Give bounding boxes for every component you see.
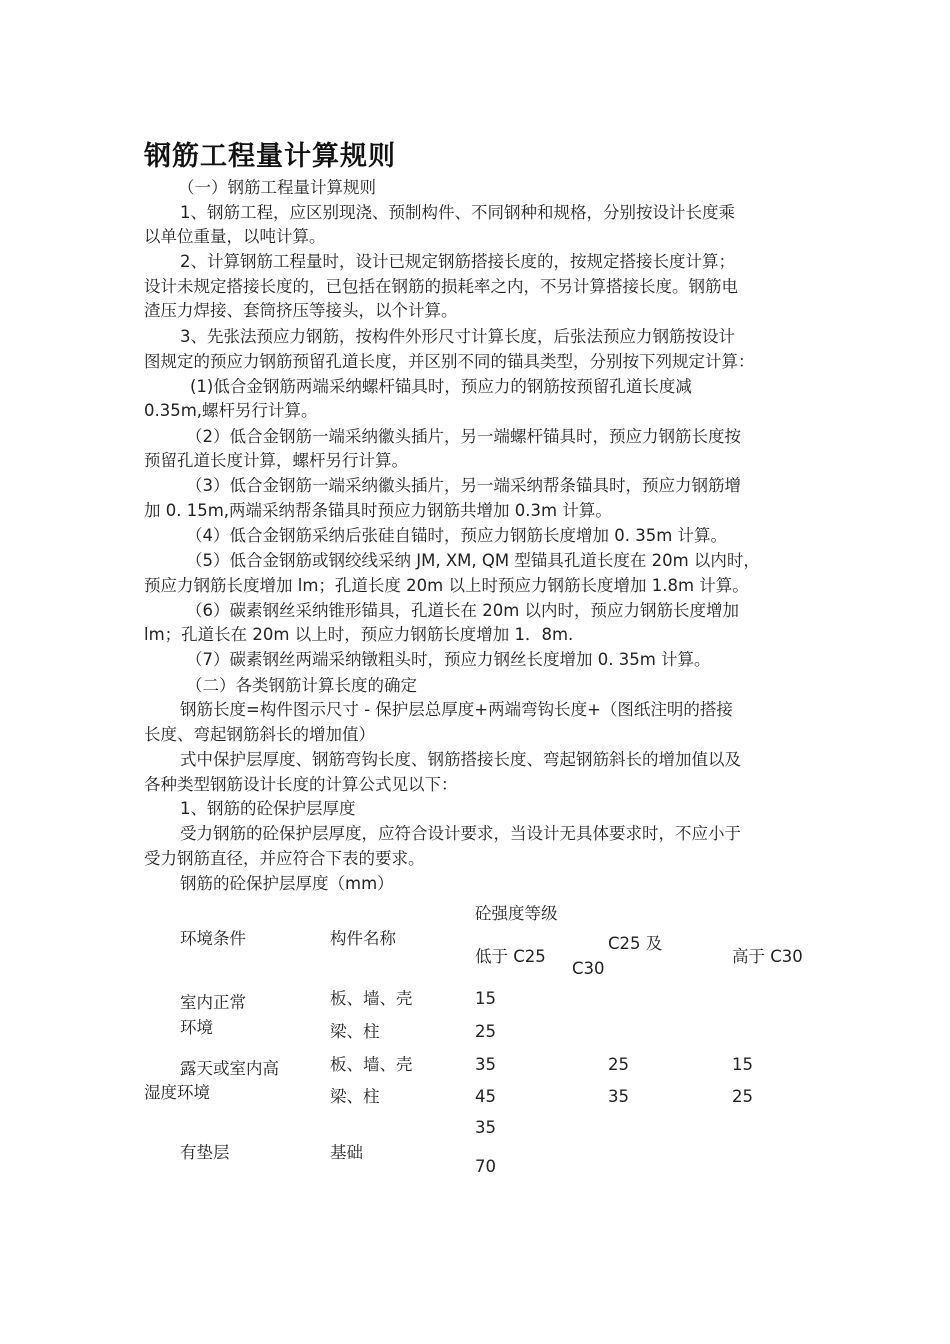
text-line: 预应力钢筋长度增加 lm；孔道长度 20m 以上时预应力钢筋长度增加 1.8m 计算。 (144, 576, 749, 595)
table-header-member: 构件名称 (330, 929, 396, 948)
text-line: 受力钢筋直径，并应符合下表的要求。 (144, 849, 425, 868)
table-cell: 露天或室内高 (180, 1059, 279, 1078)
table-cell: 35 (475, 1055, 496, 1074)
table-cell: 湿度环境 (144, 1083, 210, 1102)
table-header-grade: 砼强度等级 (475, 904, 558, 923)
table-cell: 梁、柱 (330, 1022, 380, 1041)
text-line: 以单位重量，以吨计算。 (144, 227, 326, 246)
table-cell: 环境 (180, 1018, 213, 1037)
table-cell: 25 (732, 1087, 753, 1106)
table-header-mid: C25 及 (608, 934, 663, 953)
table-cell: 70 (475, 1157, 496, 1176)
text-line: （二）各类钢筋计算长度的确定 (186, 676, 417, 695)
table-cell: 25 (475, 1022, 496, 1041)
text-line: 加 0. 15m,两端采纳帮条锚具时预应力钢筋共增加 0.3m 计算。 (144, 501, 612, 520)
text-line: （5）低合金钢筋或钢绞线采纳 JM, XM, QM 型锚具孔道长度在 20m 以内时， (186, 551, 760, 570)
text-line: (1)低合金钢筋两端采纳螺杆锚具时，预应力的钢筋按预留孔道长度减 (190, 377, 692, 396)
text-line: 1、钢筋的砼保护层厚度 (180, 799, 356, 818)
text-line: lm；孔道长在 20m 以上时，预应力钢筋长度增加 1．8m. (144, 625, 574, 644)
text-line: 预留孔道长度计算，螺杆另行计算。 (144, 451, 408, 470)
table-cell: 基础 (330, 1143, 363, 1162)
text-line: （2）低合金钢筋一端采纳徽头插片，另一端螺杆锚具时，预应力钢筋长度按 (186, 427, 741, 446)
text-line: 2、计算钢筋工程量时，设计已规定钢筋搭接长度的，按规定搭接长度计算； (180, 252, 735, 271)
text-line: 式中保护层厚度、钢筋弯钩长度、钢筋搭接长度、弯起钢筋斜长的增加值以及 (180, 750, 741, 769)
text-line: 受力钢筋的砼保护层厚度，应符合设计要求，当设计无具体要求时，不应小于 (180, 824, 741, 843)
text-line: （一）钢筋工程量计算规则 (178, 178, 376, 197)
table-cell: 15 (475, 989, 496, 1008)
text-line: 钢筋的砼保护层厚度（mm） (180, 874, 394, 893)
text-line: 3、先张法预应力钢筋，按构件外形尺寸计算长度，后张法预应力钢筋按设计 (180, 327, 735, 346)
table-cell: 室内正常 (180, 993, 246, 1012)
table-cell: 25 (608, 1055, 629, 1074)
table-cell: 有垫层 (180, 1143, 230, 1162)
table-cell: 板、墙、壳 (330, 1055, 413, 1074)
table-header-mid: C30 (572, 959, 605, 978)
table-header-env: 环境条件 (180, 929, 246, 948)
text-line: （4）低合金钢筋采纳后张硅自锚时，预应力钢筋长度增加 0. 35m 计算。 (186, 526, 728, 545)
text-line: （3）低合金钢筋一端采纳徽头插片，另一端采纳帮条锚具时，预应力钢筋增 (186, 476, 741, 495)
text-line: 钢筋长度=构件图示尺寸 - 保护层总厚度+两端弯钩长度+（图纸注明的搭接 (180, 700, 733, 719)
text-line: 渣压力焊接、套筒挤压等接头，以个计算。 (144, 301, 458, 320)
text-line: 各种类型钢筋设计长度的计算公式见以下： (144, 775, 458, 794)
table-cell: 35 (475, 1118, 496, 1137)
text-line: 设计未规定搭接长度的，已包括在钢筋的损耗率之内，不另计算搭接长度。钢筋电 (144, 277, 738, 296)
text-line: 0.35m,螺杆另行计算。 (144, 401, 318, 420)
text-line: 长度、弯起钢筋斜长的增加值） (144, 725, 375, 744)
text-line: 1、钢筋工程，应区别现浇、预制构件、不同钢种和规格，分别按设计长度乘 (180, 203, 735, 222)
table-cell: 板、墙、壳 (330, 989, 413, 1008)
text-line: （7）碳素钢丝两端采纳镦粗头时，预应力钢丝长度增加 0. 35m 计算。 (186, 650, 711, 669)
table-header-high: 高于 C30 (732, 947, 803, 966)
text-line: （6）碳素钢丝采纳锥形锚具，孔道长在 20m 以内时，预应力钢筋长度增加 (186, 601, 740, 620)
table-cell: 45 (475, 1087, 496, 1106)
table-cell: 35 (608, 1087, 629, 1106)
table-cell: 梁、柱 (330, 1087, 380, 1106)
page-title: 钢筋工程量计算规则 (144, 141, 396, 172)
table-header-low: 低于 C25 (475, 947, 546, 966)
text-line: 图规定的预应力钢筋预留孔道长度，并区别不同的锚具类型，分别按下列规定计算： (144, 352, 755, 371)
table-cell: 15 (732, 1055, 753, 1074)
